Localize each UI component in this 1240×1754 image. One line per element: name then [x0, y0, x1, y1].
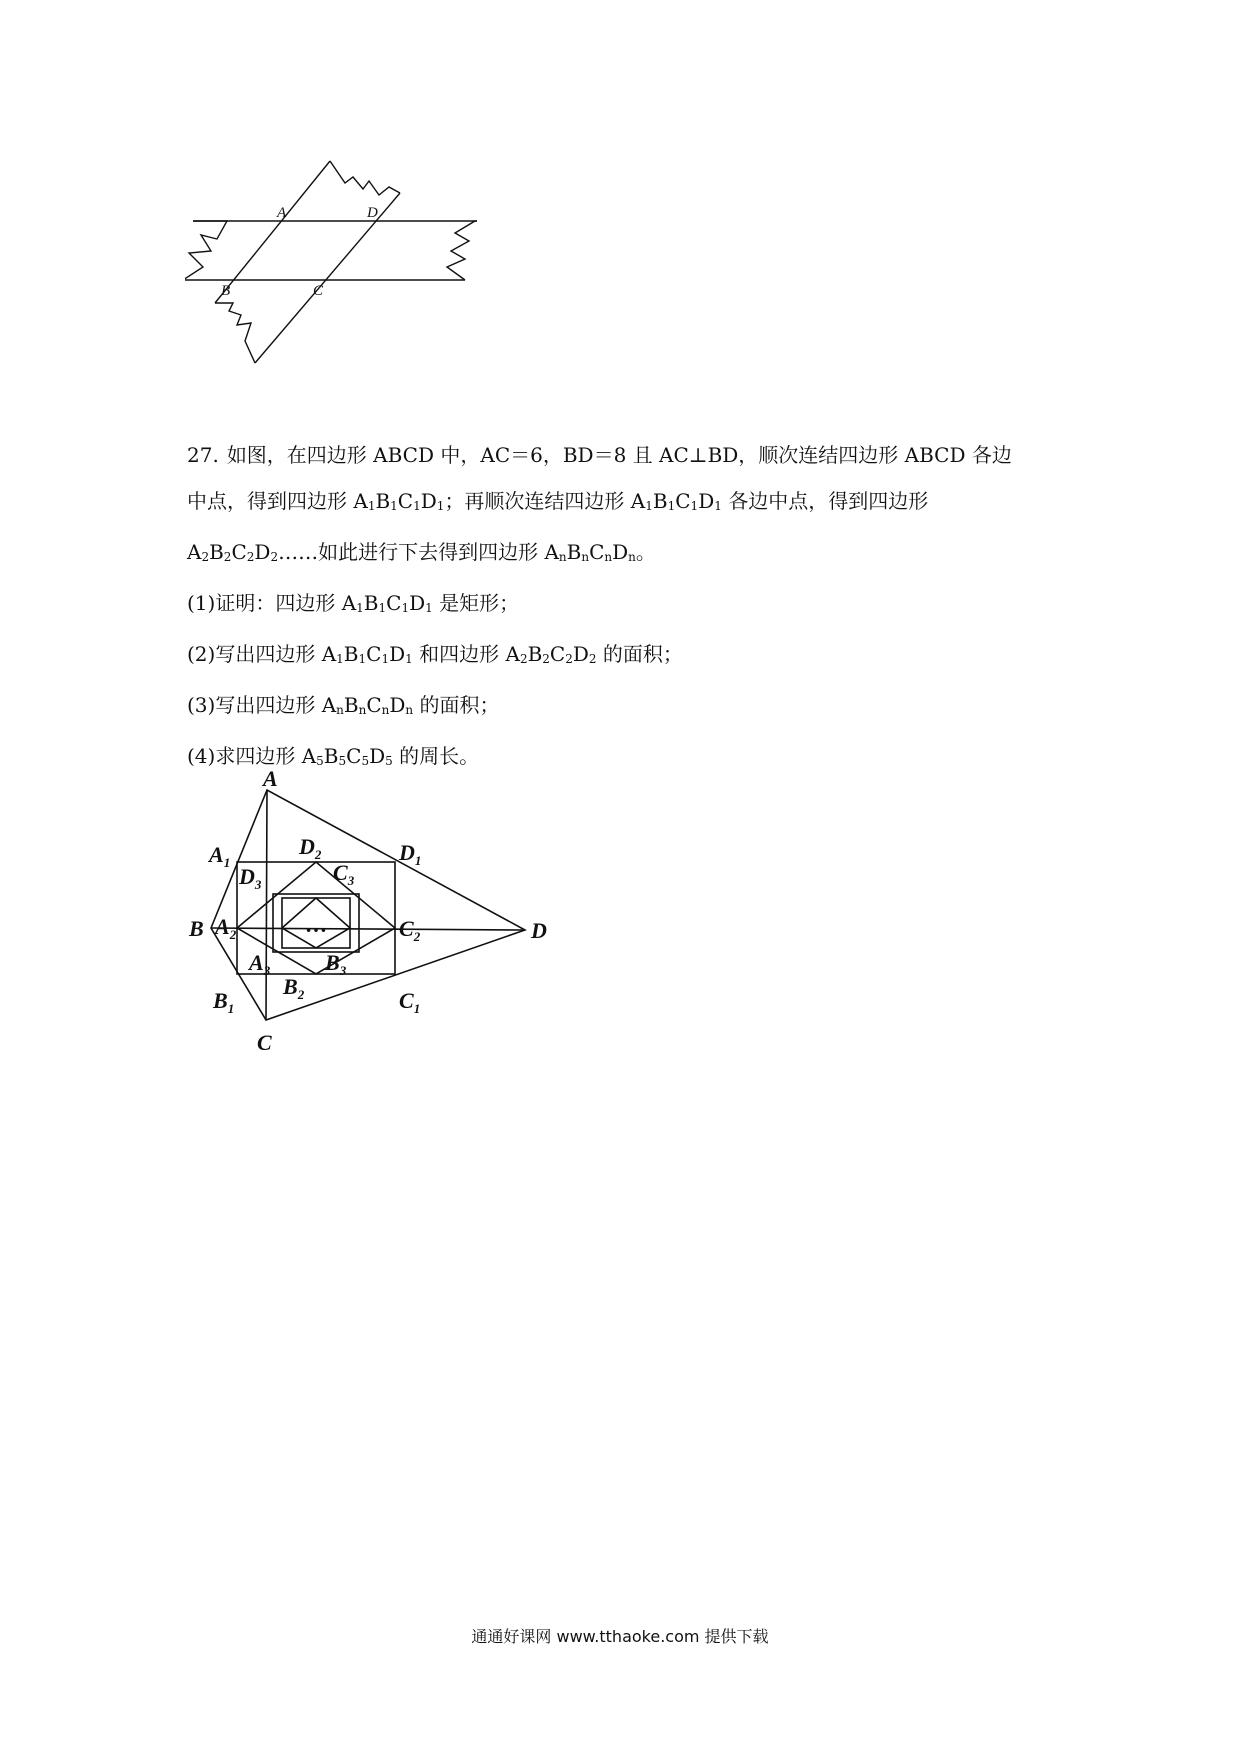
slant-top-zigzag: [330, 161, 400, 195]
label-B2: $B_2$: [283, 974, 305, 1002]
label-B3: $B_3$: [325, 950, 347, 978]
question-1: (1)证明：四边形 $A_1B_1C_1D_1$ 是矩形；: [187, 591, 520, 615]
slant-bottom-zigzag: [215, 303, 255, 363]
diagonal-ac: [266, 790, 267, 1020]
intro-text-3b: 。: [635, 540, 656, 564]
label-d: D: [367, 205, 378, 221]
label-ellipsis: …: [305, 912, 327, 937]
label-D3: $D_3$: [239, 864, 262, 892]
quad-a1b1c1d1: $A_1B_1C_1D_1$: [341, 591, 433, 615]
quad-anbncndn: $A_nB_nC_nD_n$: [321, 693, 414, 717]
label-A2: $A_2$: [215, 914, 237, 942]
label-a: A: [277, 205, 287, 221]
label-B: B: [189, 916, 204, 941]
slant-left-line: [215, 161, 330, 303]
quad-a1b1c1d1: $A_1B_1C_1D_1$: [321, 642, 413, 666]
question-2: (2)写出四边形 $A_1B_1C_1D_1$ 和四边形 $A_2B_2C_2D_2$ 的面积；: [187, 642, 683, 666]
problem-27: [187, 432, 1087, 784]
quad-a1b1c1d1: $A_1B_1C_1D_1$: [353, 489, 445, 513]
question-4: (4)求四边形 $A_5B_5C_5D_5$ 的周长。: [187, 744, 480, 768]
label-C2: $C_2$: [399, 916, 421, 944]
label-A1: $A_1$: [209, 842, 231, 870]
intro-text-1: 如图，在四边形 ABCD 中，AC＝6，BD＝8 且 AC⊥BD，顺次连结四边形 ABCD 各边: [226, 443, 1012, 467]
label-c: C: [313, 283, 324, 299]
label-b: B: [221, 283, 231, 299]
quad-a2b2c2d2: $A_2B_2C_2D_2$: [505, 642, 597, 666]
problem-intro-line-3: [187, 529, 1087, 580]
nested-quad-diagram: [185, 770, 555, 1055]
label-C1: $C_1$: [399, 988, 421, 1016]
problem-intro-line-1: [187, 432, 1087, 478]
label-B1: $B_1$: [213, 988, 235, 1016]
quad-a5b5c5d5: $A_5B_5C_5D_5$: [301, 744, 393, 768]
strips-diagram: [185, 155, 485, 375]
label-C3: $C_3$: [333, 860, 355, 888]
problem-number: 27.: [187, 443, 219, 467]
label-D2: $D_2$: [299, 834, 322, 862]
quad-anbncndn: $A_nB_nC_nD_n$: [544, 540, 636, 564]
figure-nested-quadrilaterals: [185, 770, 555, 1055]
page-footer: 通通好课网 www.tthaoke.com 提供下载: [471, 1627, 769, 1646]
quad-a2b2c2d2: $A_2B_2C_2D_2$: [187, 540, 279, 564]
label-D: D: [531, 918, 547, 943]
label-C: C: [257, 1030, 272, 1055]
diagonal-bd: [211, 928, 525, 930]
strip-right-zigzag: [447, 221, 477, 280]
figure-strips: [185, 155, 485, 375]
quad-a1b1c1d1: $A_1B_1C_1D_1$: [630, 489, 722, 513]
problem-intro-line-2: [187, 478, 1087, 529]
intro-text-2a: 中点，得到四边形: [187, 489, 354, 513]
label-A: A: [263, 770, 278, 791]
intro-text-2b: ；再顺次连结四边形: [444, 489, 631, 513]
label-D1: $D_1$: [399, 840, 422, 868]
intro-text-3a: ……如此进行下去得到四边形: [278, 540, 545, 564]
label-A3: $A_3$: [249, 950, 271, 978]
strip-left-zigzag: [185, 221, 227, 280]
intro-text-2c: 各边中点，得到四边形: [721, 489, 929, 513]
question-3: (3)写出四边形 $A_nB_nC_nD_n$ 的面积；: [187, 693, 500, 717]
